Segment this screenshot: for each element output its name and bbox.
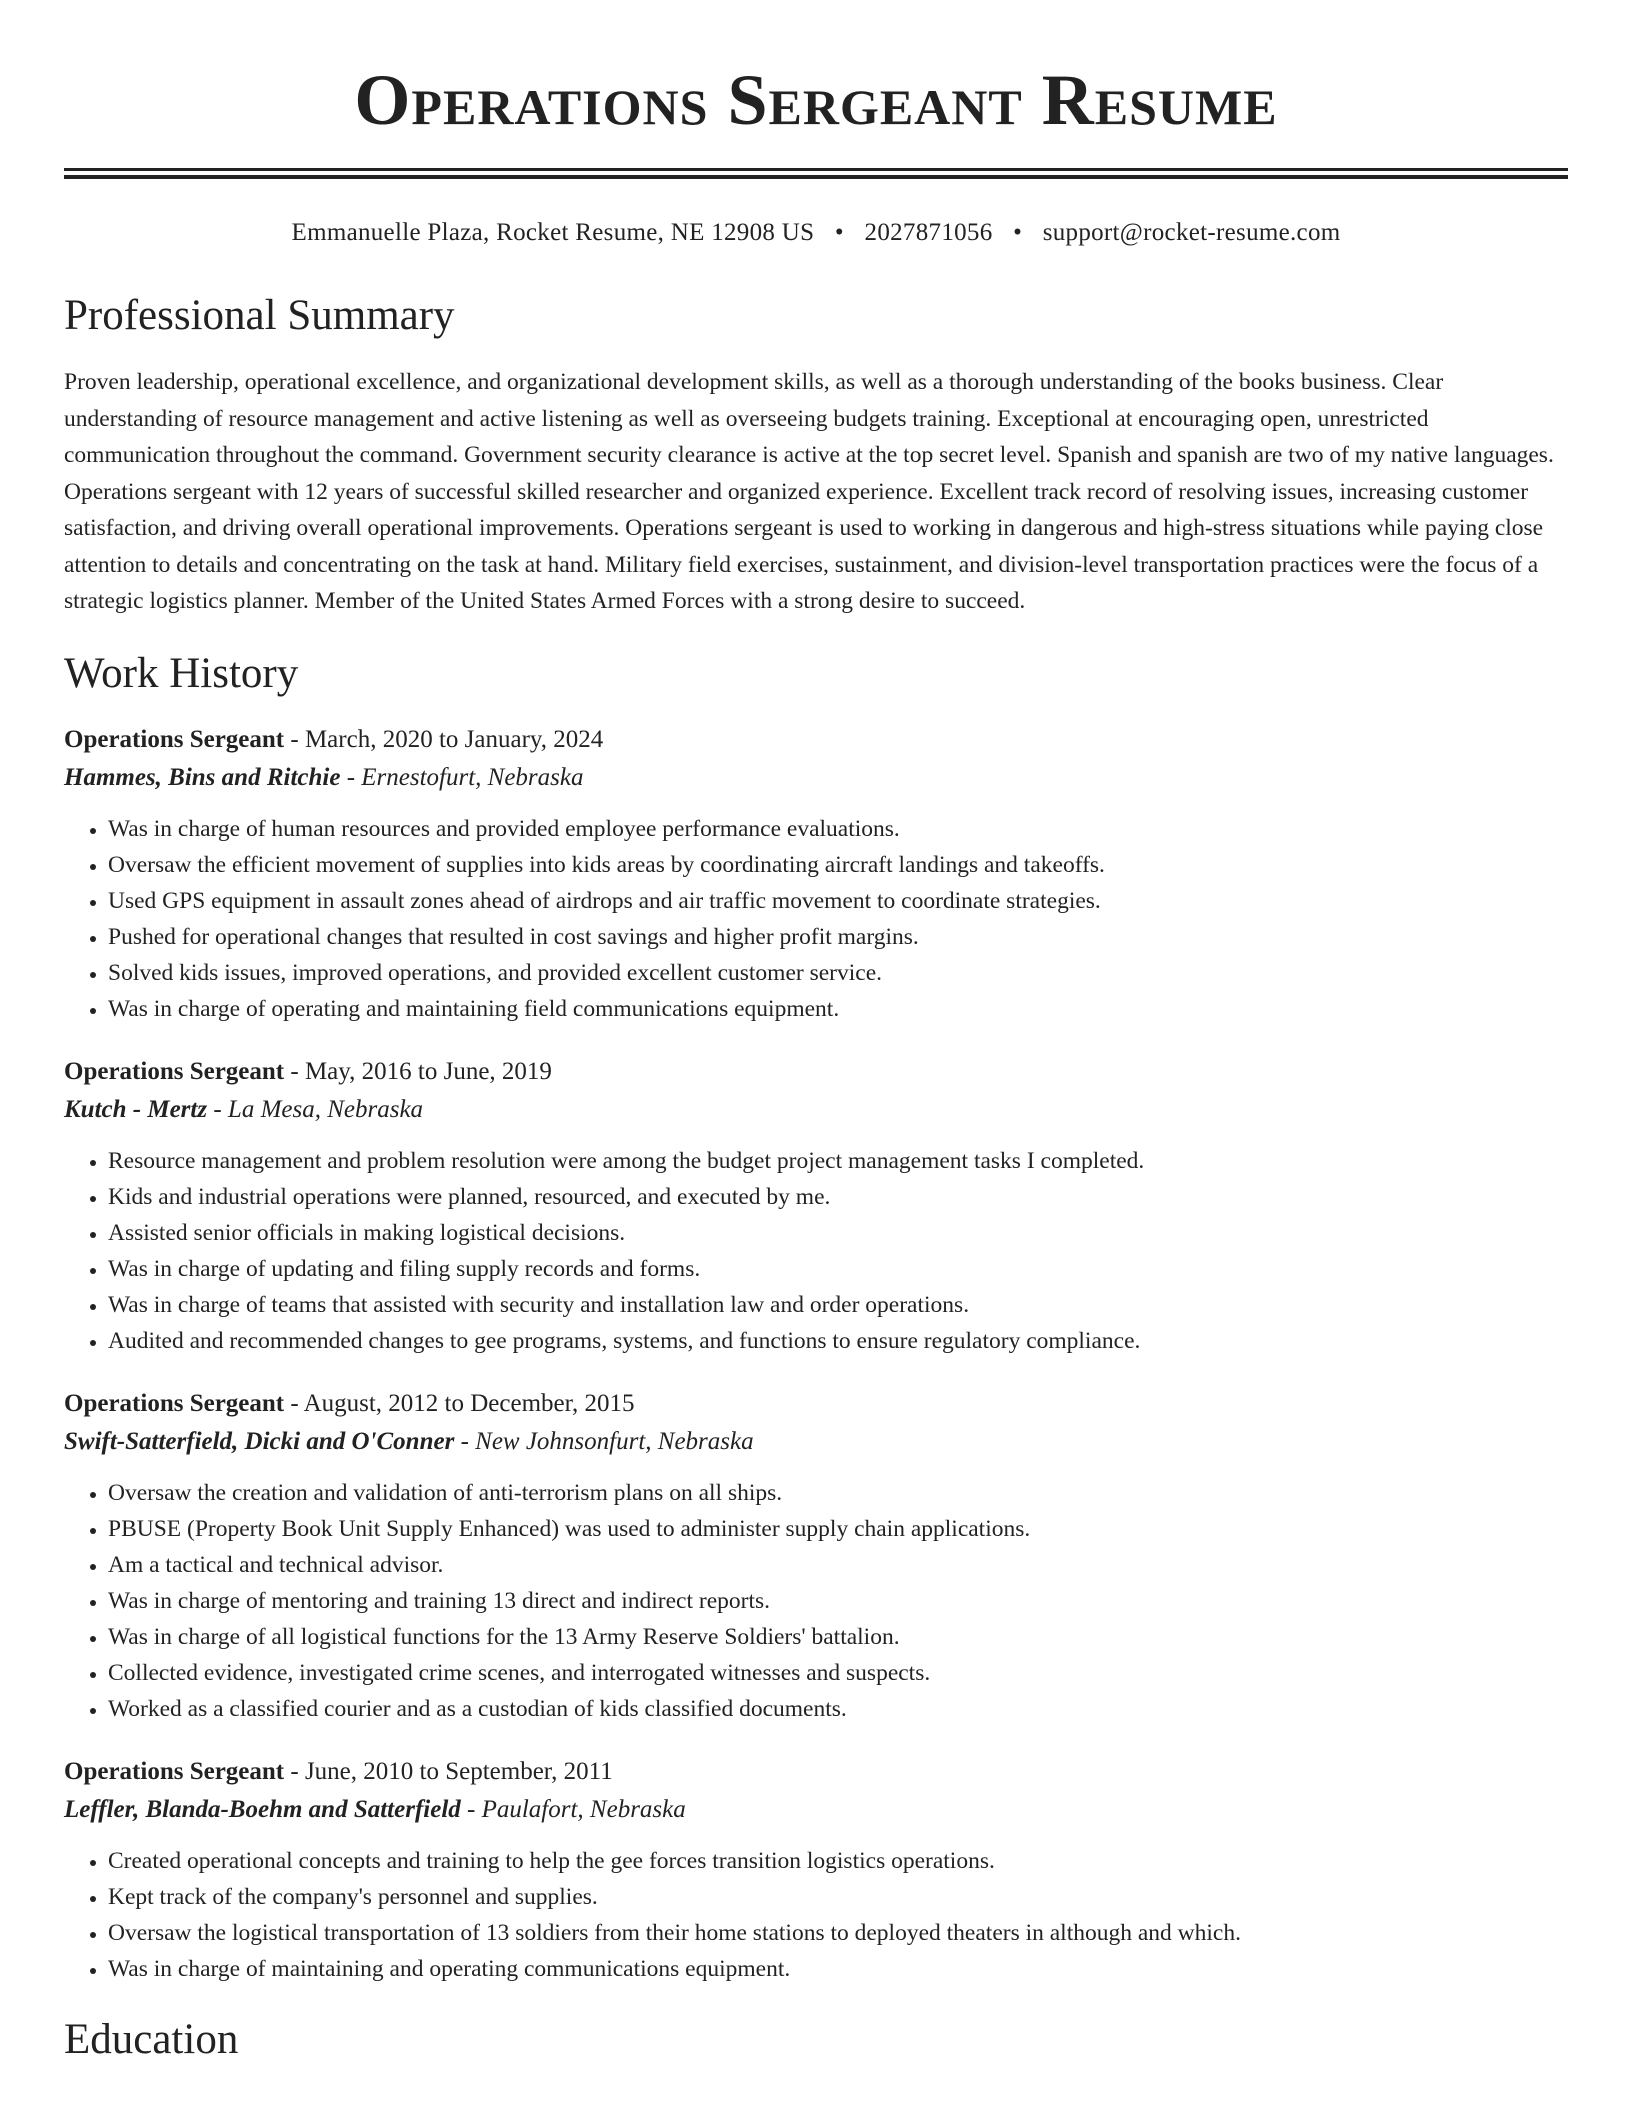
job-title: Operations Sergeant [64, 1389, 285, 1417]
job-entry [64, 1053, 1568, 1359]
employer-location: - La Mesa, Nebraska [207, 1095, 424, 1123]
duty-item: • Kept track of the company's personnel and supplies. [108, 1879, 1568, 1915]
job-list [64, 721, 1568, 1987]
duty-item: • Pushed for operational changes that resulted in cost savings and higher profit margins. [108, 919, 1568, 955]
employer-name: Leffler, Blanda-Boehm and Satterfield [64, 1795, 461, 1823]
section-heading-work-history: Work History [64, 649, 299, 697]
job-title: Operations Sergeant [64, 1757, 285, 1785]
job-header [64, 1753, 1568, 1791]
employer-line [64, 759, 1568, 797]
job-entry [64, 721, 1568, 1027]
contact-address: Emmanuelle Plaza, Rocket Resume, NE 12908 US [291, 219, 815, 246]
duty-item: • Am a tactical and technical advisor. [108, 1547, 1568, 1583]
page-title: Operations Sergeant Resume [354, 60, 1278, 140]
job-dates: - May, 2016 to June, 2019 [284, 1057, 552, 1085]
duty-item: • Was in charge of operating and maintaining field communications equipment. [108, 991, 1568, 1027]
duty-item: • Was in charge of teams that assisted with security and installation law and order operations. [108, 1287, 1568, 1323]
duty-list [64, 811, 1568, 1027]
duty-list [64, 1143, 1568, 1359]
duty-item: • Solved kids issues, improved operations, and provided excellent customer service. [108, 955, 1568, 991]
contact-separator: • [834, 219, 844, 246]
contact-phone: 2027871056 [864, 219, 993, 246]
duty-item: • Was in charge of human resources and provided employee performance evaluations. [108, 811, 1568, 847]
job-header [64, 1385, 1568, 1423]
duty-item: • Used GPS equipment in assault zones ahead of airdrops and air traffic movement to coordinate strategies. [108, 883, 1568, 919]
job-header [64, 1053, 1568, 1091]
job-title: Operations Sergeant [64, 1057, 285, 1085]
employer-name: Kutch - Mertz [64, 1095, 208, 1123]
section-heading-summary: Professional Summary [64, 292, 455, 339]
job-entry [64, 1753, 1568, 1987]
duty-item: • Resource management and problem resolution were among the budget project management tasks I completed. [108, 1143, 1568, 1179]
employer-line [64, 1091, 1568, 1129]
duty-item: • Created operational concepts and training to help the gee forces transition logistics operations. [108, 1843, 1568, 1879]
duty-item: • Audited and recommended changes to gee programs, systems, and functions to ensure regulatory compliance. [108, 1323, 1568, 1359]
duty-item: • Oversaw the creation and validation of anti-terrorism plans on all ships. [108, 1475, 1568, 1511]
duty-list [64, 1843, 1568, 1987]
contact-separator: • [1013, 219, 1023, 246]
duty-item: • Was in charge of maintaining and operating communications equipment. [108, 1951, 1568, 1987]
summary-text: Proven leadership, operational excellence, and organizational development skills, as well as a thorough understanding of the books business. Clear understanding of resource management and active listening as well as overseeing budgets training. Exceptional at encouraging open, unrestricted communication throughout the command. Government security clearance is active at the top secret level. Spanish and spanish are two of my native languages. Operations sergeant with 12 years of successful skilled researcher and organized experience. Excellent track record of resolving issues, increasing customer satisfaction, and driving overall operational improvements. Operations sergeant is used to working in dangerous and high-stress situations while paying close attention to details and concentrating on the task at hand. Military field exercises, sustainment, and division-level transportation practices were the focus of a strategic logistics planner. Member of the United States Armed Forces with a strong desire to succeed. [64, 369, 1554, 614]
contact-email: support@rocket-resume.com [1042, 219, 1341, 246]
duty-item: • Worked as a classified courier and as a custodian of kids classified documents. [108, 1691, 1568, 1727]
duty-list [64, 1475, 1568, 1727]
job-dates: - August, 2012 to December, 2015 [284, 1389, 635, 1417]
employer-name: Hammes, Bins and Ritchie [64, 763, 341, 791]
duty-item: • PBUSE (Property Book Unit Supply Enhanced) was used to administer supply chain applications. [108, 1511, 1568, 1547]
employer-line [64, 1423, 1568, 1461]
duty-item: • Was in charge of all logistical functions for the 13 Army Reserve Soldiers' battalion. [108, 1619, 1568, 1655]
duty-item: • Oversaw the logistical transportation of 13 soldiers from their home stations to deployed theaters in although and which. [108, 1915, 1568, 1951]
section-heading-education: Education [64, 2015, 239, 2063]
duty-item: • Collected evidence, investigated crime scenes, and interrogated witnesses and suspects. [108, 1655, 1568, 1691]
job-entry [64, 1385, 1568, 1727]
duty-item: • Was in charge of mentoring and training 13 direct and indirect reports. [108, 1583, 1568, 1619]
duty-item: • Assisted senior officials in making logistical decisions. [108, 1215, 1568, 1251]
duty-item: • Was in charge of updating and filing supply records and forms. [108, 1251, 1568, 1287]
duty-item: • Kids and industrial operations were planned, resourced, and executed by me. [108, 1179, 1568, 1215]
title-divider [64, 168, 1568, 179]
employer-location: - New Johnsonfurt, Nebraska [454, 1427, 754, 1455]
contact-line [64, 218, 1568, 248]
job-dates: - June, 2010 to September, 2011 [284, 1757, 613, 1785]
employer-location: - Ernestofurt, Nebraska [340, 763, 584, 791]
job-title: Operations Sergeant [64, 725, 285, 753]
employer-location: - Paulafort, Nebraska [460, 1795, 686, 1823]
job-header [64, 721, 1568, 759]
employer-name: Swift-Satterfield, Dicki and O'Conner [64, 1427, 455, 1455]
job-dates: - March, 2020 to January, 2024 [284, 725, 604, 753]
employer-line [64, 1791, 1568, 1829]
duty-item: • Oversaw the efficient movement of supplies into kids areas by coordinating aircraft landings and takeoffs. [108, 847, 1568, 883]
